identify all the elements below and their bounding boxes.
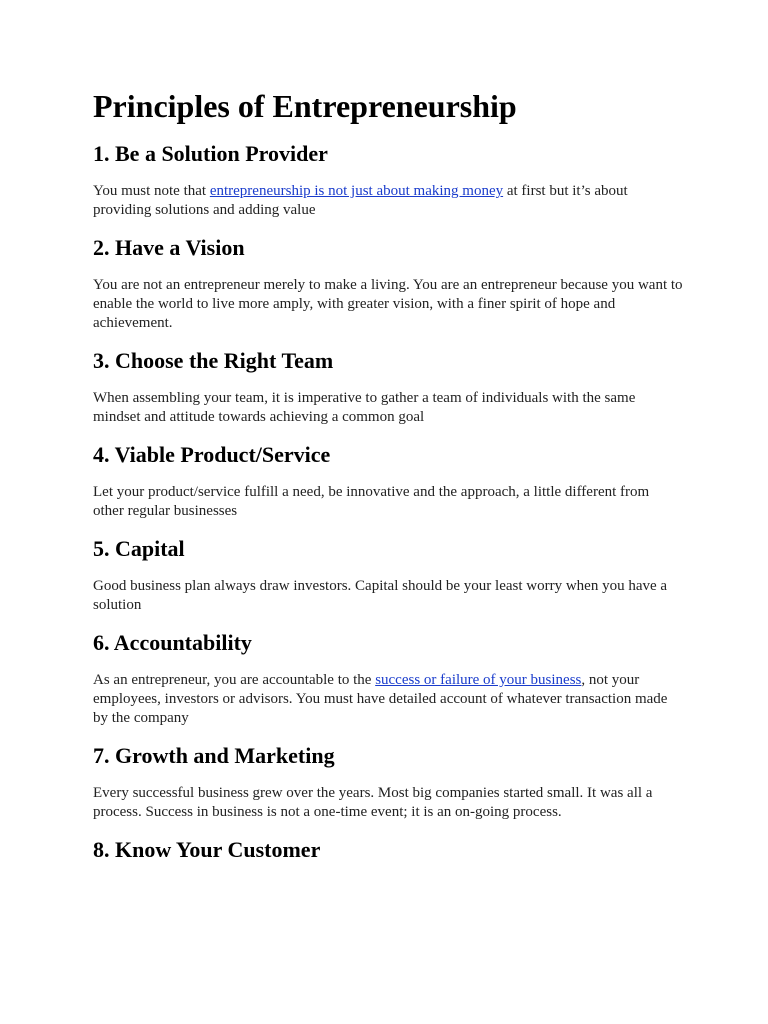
link-success-or-failure[interactable]: success or failure of your business [375, 672, 582, 688]
section-body-right-team: When assembling your team, it is imperative to gather a team of individuals with the same mindset and attitude towards achieving a common goal [93, 390, 636, 425]
body-text: at first but it’s about providing solutions and adding value [93, 183, 628, 218]
section-body-vision: You are not an entrepreneur merely to make a living. You are an entrepreneur because you want to enable the world to live more amply, with greater vision, with a finer spirit of hope and achievement. [93, 277, 683, 331]
body-text: You must note that [93, 183, 210, 199]
section-body-capital: Good business plan always draw investors. Capital should be your least worry when you have a solution [93, 578, 668, 613]
body-text: As an entrepreneur, you are accountable to the [93, 672, 376, 688]
section-heading-accountability: 6. Accountability [93, 630, 252, 655]
document-page [93, 86, 683, 878]
section-body-viable-product: Let your product/service fulfill a need, be innovative and the approach, a little different from other regular businesses [93, 484, 650, 519]
section-body-growth-marketing: Every successful business grew over the years. Most big companies started small. It was all a process. Success in business is not a one-time event; it is an on-going process. [93, 785, 653, 820]
section-heading-viable-product: 4. Viable Product/Service [93, 442, 331, 467]
section-heading-solution-provider: 1. Be a Solution Provider [93, 141, 328, 166]
section-heading-vision: 2. Have a Vision [93, 235, 245, 260]
section-body-solution-provider [93, 182, 683, 220]
page-title: Principles of Entrepreneurship [93, 88, 517, 124]
section-heading-know-customer: 8. Know Your Customer [93, 837, 321, 862]
section-body-accountability [93, 671, 683, 728]
section-heading-capital: 5. Capital [93, 536, 185, 561]
link-entrepreneurship-not-just-money[interactable]: entrepreneurship is not just about making money [209, 183, 504, 199]
section-heading-right-team: 3. Choose the Right Team [93, 348, 334, 373]
body-text: , not your employees, investors or advisors. You must have detailed account of whatever transaction made by the company [93, 672, 668, 726]
section-heading-growth-marketing: 7. Growth and Marketing [93, 743, 335, 768]
